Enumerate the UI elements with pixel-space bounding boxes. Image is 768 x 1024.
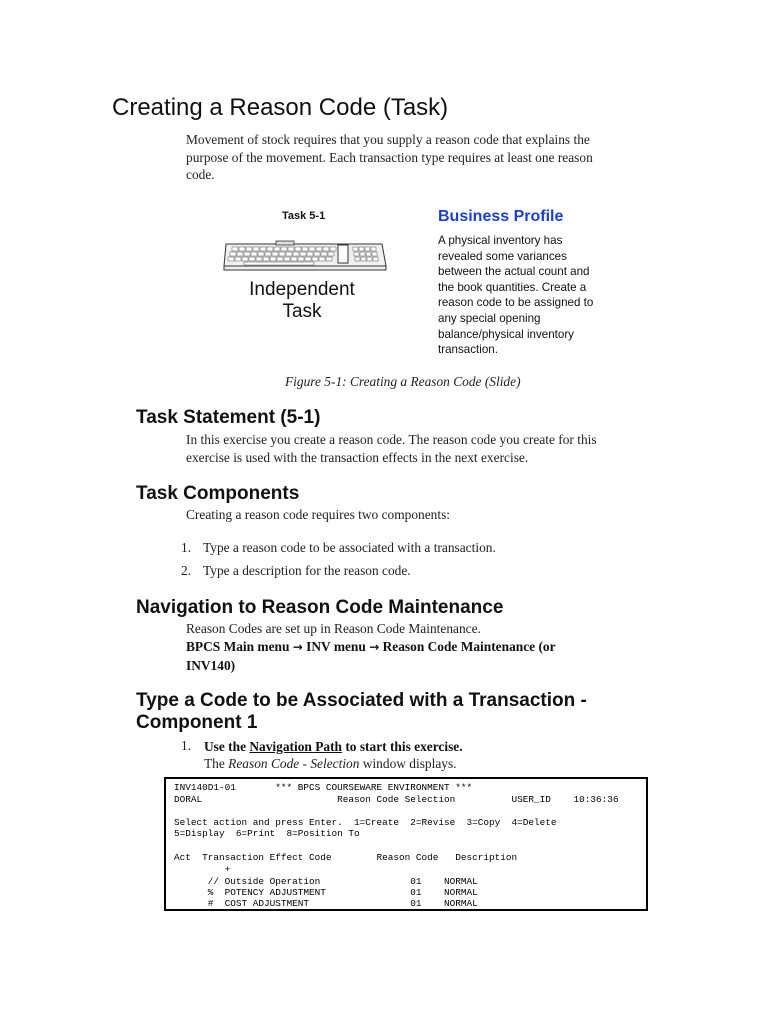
intro-line: code. [186, 167, 215, 182]
profile-line: the book quantities. Create a [438, 280, 587, 294]
terminal-line: 5=Display 6=Print 8=Position To [174, 828, 360, 839]
list-item-number: 1. [181, 540, 192, 555]
page-title: Creating a Reason Code (Task) [112, 94, 449, 121]
step-text: Use the [204, 739, 250, 754]
business-profile-text [438, 233, 593, 358]
terminal-line: INV140D1-01 *** BPCS COURSEWARE ENVIRONMENT *** [174, 782, 473, 793]
arrow-right-icon: → [292, 640, 303, 654]
terminal-line: + [174, 864, 231, 875]
component1-heading [136, 690, 587, 734]
intro-paragraph [186, 131, 593, 184]
step-text: to start this exercise. [342, 739, 463, 754]
navigation-heading: Navigation to Reason Code Maintenance [136, 597, 504, 618]
list-item-number: 2. [181, 563, 192, 578]
terminal-line: DORAL Reason Code Selection USER_ID 10:36:36 [174, 794, 619, 805]
business-profile-heading: Business Profile [438, 208, 564, 225]
component1-heading-line: Component 1 [136, 712, 258, 733]
keyboard-icon [222, 238, 388, 274]
task-title-line: Independent [249, 279, 355, 300]
profile-line: balance/physical inventory [438, 327, 574, 341]
reason-code-selection-screen [164, 777, 648, 911]
task-components-heading: Task Components [136, 483, 300, 504]
step-instruction [204, 738, 463, 756]
task-statement-text [186, 431, 597, 466]
component1-heading-line: Type a Code to be Associated with a Transaction - [136, 690, 587, 711]
step-text: The [204, 756, 229, 771]
profile-line: reason code to be assigned to [438, 296, 594, 310]
intro-line: Movement of stock requires that you supply a reason code that explains the [186, 132, 590, 147]
step-number: 1. [181, 738, 192, 753]
list-item: Type a reason code to be associated with a transaction. [203, 540, 496, 555]
nav-path-segment: INV140) [186, 657, 236, 673]
navigation-path-link[interactable]: Navigation Path [249, 739, 342, 754]
task-statement-heading: Task Statement (5-1) [136, 407, 321, 428]
statement-line: In this exercise you create a reason code. The reason code you create for this [186, 432, 597, 447]
profile-line: any special opening [438, 311, 541, 325]
step-text: window displays. [359, 756, 457, 771]
terminal-line: Select action and press Enter. 1=Create 2=Revise 3=Copy 4=Delete [174, 817, 557, 828]
profile-line: A physical inventory has [438, 234, 563, 247]
window-name: Reason Code - Selection [228, 756, 360, 771]
terminal-line: % POTENCY ADJUSTMENT 01 NORMAL [174, 887, 478, 898]
nav-path-segment: Reason Code Maintenance (or [379, 639, 556, 654]
terminal-line: Act Transaction Effect Code Reason Code Description [174, 852, 518, 863]
profile-line: revealed some variances [438, 249, 567, 263]
figure-caption: Figure 5-1: Creating a Reason Code (Slide) [285, 374, 521, 389]
task-title-line: Task [282, 301, 322, 322]
profile-line: between the actual count and [438, 265, 590, 279]
arrow-right-icon: → [369, 640, 380, 654]
nav-path-segment: INV menu [302, 639, 370, 654]
terminal-line: // Outside Operation 01 NORMAL [174, 876, 478, 887]
navigation-text: Reason Codes are set up in Reason Code Maintenance. [186, 621, 481, 636]
navigation-path [186, 638, 556, 674]
profile-line: transaction. [438, 343, 498, 357]
nav-path-segment: BPCS Main menu [186, 639, 293, 654]
list-item: Type a description for the reason code. [203, 563, 411, 578]
task-label: Task 5-1 [282, 210, 326, 222]
intro-line: purpose of the movement. Each transaction type requires at least one reason [186, 149, 593, 165]
statement-line: exercise is used with the transaction effects in the next exercise. [186, 449, 529, 465]
terminal-line: # COST ADJUSTMENT 01 NORMAL [174, 898, 478, 909]
task-title [224, 279, 380, 323]
step-result [204, 755, 457, 773]
task-components-intro: Creating a reason code requires two components: [186, 507, 451, 522]
